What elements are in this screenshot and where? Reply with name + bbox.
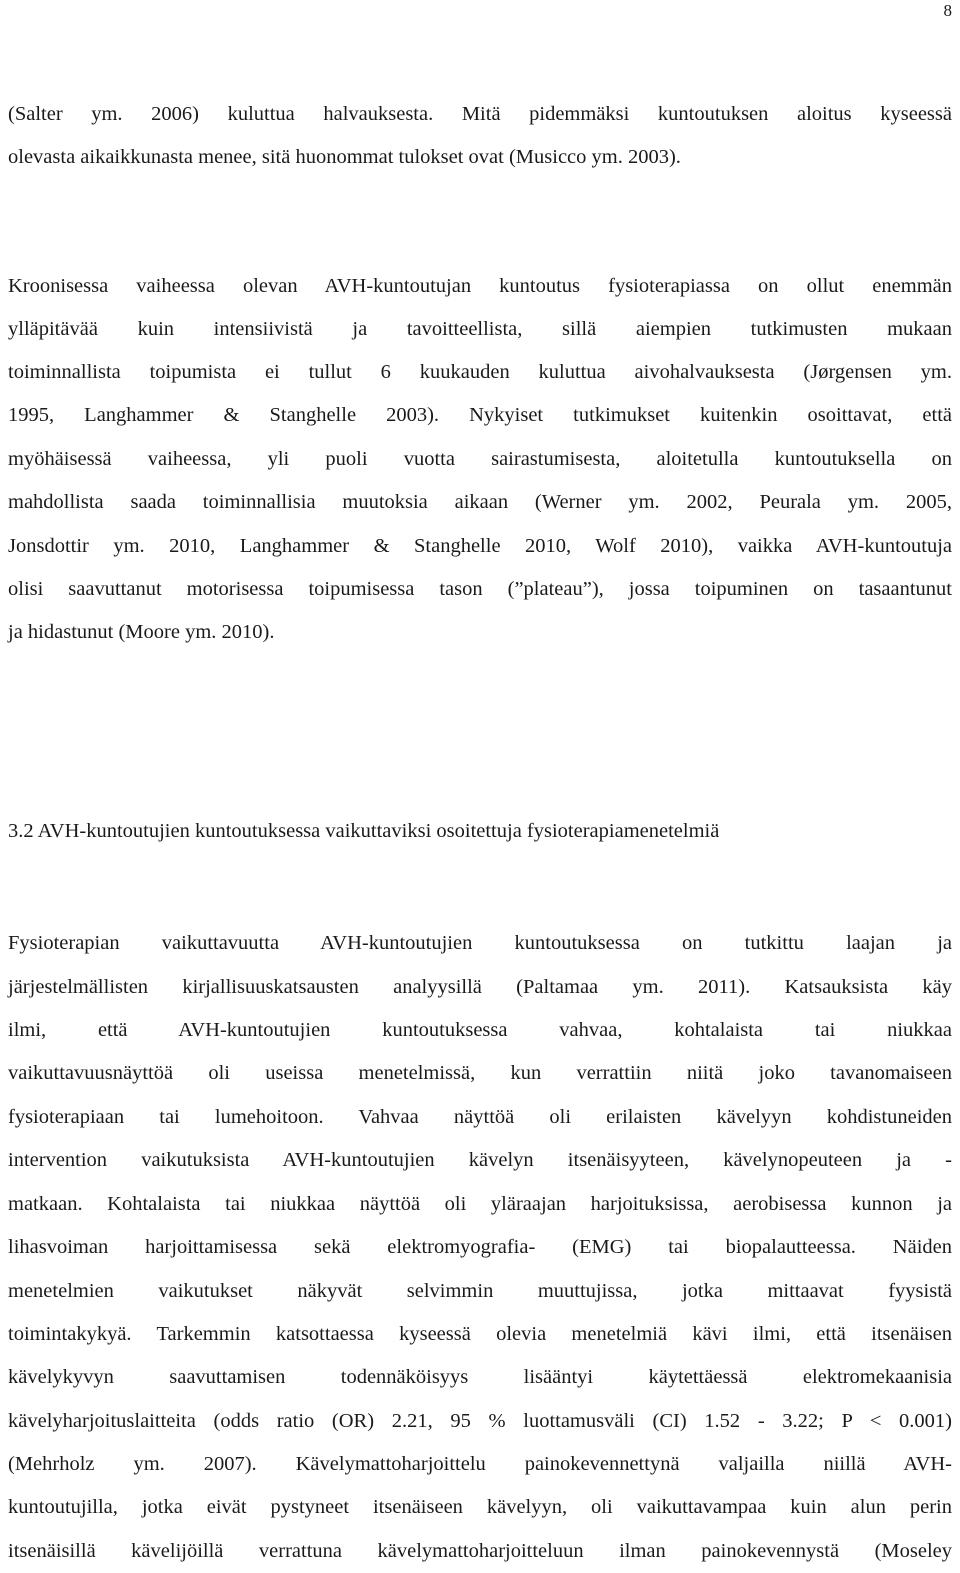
text-line: kuntoutujilla, jotka eivät pystyneet itsenäiseen kävelyyn, oli vaikuttavampaa kuin alun perin [8, 1496, 952, 1518]
text-line: lihasvoiman harjoittamisessa sekä elektromyografia- (EMG) tai biopalautteessa. Näiden [8, 1236, 952, 1258]
text-line: matkaan. Kohtalaista tai niukkaa näyttöä oli yläraajan harjoituksissa, aerobisessa kunnon ja [8, 1193, 952, 1215]
text-line: kävelyharjoituslaitteita (odds ratio (OR) 2.21, 95 % luottamusväli (CI) 1.52 - 3.22; P < 0.001) [8, 1410, 952, 1432]
text-line: myöhäisessä vaiheessa, yli puoli vuotta sairastumisesta, aloitetulla kuntoutuksella on [8, 448, 952, 470]
text-line: fysioterapiaan tai lumehoitoon. Vahvaa näyttöä oli erilaisten kävelyyn kohdistuneiden [8, 1106, 952, 1128]
text-line: mahdollista saada toiminnallisia muutoksia aikaan (Werner ym. 2002, Peurala ym. 2005, [8, 491, 952, 513]
text-line: ylläpitävää kuin intensiivistä ja tavoitteellista, sillä aiempien tutkimusten mukaan [8, 318, 952, 340]
section-heading: 3.2 AVH-kuntoutujien kuntoutuksessa vaikuttaviksi osoitettuja fysioterapiamenetelmiä [8, 820, 720, 842]
text-line: Jonsdottir ym. 2010, Langhammer & Stanghelle 2010, Wolf 2010), vaikka AVH-kuntoutuja [8, 535, 952, 557]
text-line: (Mehrholz ym. 2007). Kävelymattoharjoittelu painokevennettynä valjailla niillä AVH- [8, 1453, 952, 1475]
text-line: olevasta aikaikkunasta menee, sitä huonommat tulokset ovat (Musicco ym. 2003). [8, 146, 681, 168]
text-line: järjestelmällisten kirjallisuuskatsausten analyysillä (Paltamaa ym. 2011). Katsauksista käy [8, 976, 952, 998]
text-line: intervention vaikutuksista AVH-kuntoutujien kävelyn itsenäisyyteen, kävelynopeuteen ja - [8, 1149, 952, 1171]
text-line: ja hidastunut (Moore ym. 2010). [8, 621, 275, 643]
text-line: toiminnallista toipumista ei tullut 6 kuukauden kuluttua aivohalvauksesta (Jørgensen ym. [8, 361, 952, 383]
text-line: olisi saavuttanut motorisessa toipumisessa tason (”plateau”), jossa toipuminen on tasaantunut [8, 578, 952, 600]
text-line: ilmi, että AVH-kuntoutujien kuntoutuksessa vahvaa, kohtalaista tai niukkaa [8, 1019, 952, 1041]
text-line: Fysioterapian vaikuttavuutta AVH-kuntoutujien kuntoutuksessa on tutkittu laajan ja [8, 932, 952, 954]
text-line: toimintakykyä. Tarkemmin katsottaessa kyseessä olevia menetelmiä kävi ilmi, että itsenäisen [8, 1323, 952, 1345]
text-line: vaikuttavuusnäyttöä oli useissa menetelmissä, kun verrattiin niitä joko tavanomaiseen [8, 1062, 952, 1084]
text-line: 1995, Langhammer & Stanghelle 2003). Nykyiset tutkimukset kuitenkin osoittavat, että [8, 404, 952, 426]
text-line: menetelmien vaikutukset näkyvät selvimmin muuttujissa, jotka mittaavat fyysistä [8, 1280, 952, 1302]
text-line: Kroonisessa vaiheessa olevan AVH-kuntoutujan kuntoutus fysioterapiassa on ollut enemmän [8, 275, 952, 297]
text-line: kävelykyvyn saavuttamisen todennäköisyys lisääntyi käytettäessä elektromekaanisia [8, 1366, 952, 1388]
page-number: 8 [943, 1, 952, 20]
text-line: itsenäisillä kävelijöillä verrattuna kävelymattoharjoitteluun ilman painokevennystä (Moseley [8, 1540, 952, 1562]
text-line: (Salter ym. 2006) kuluttua halvauksesta. Mitä pidemmäksi kuntoutuksen aloitus kyseessä [8, 103, 952, 125]
